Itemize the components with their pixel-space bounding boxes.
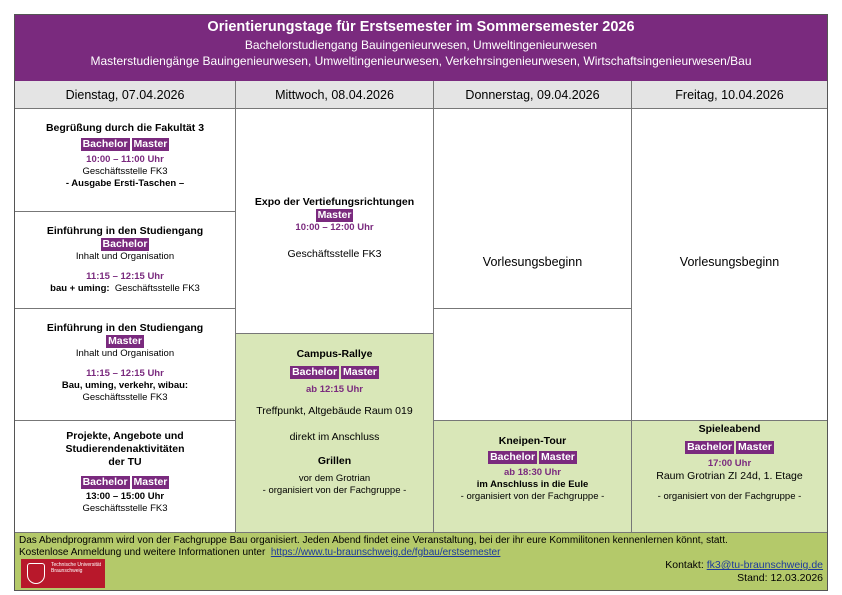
event-title: Begrüßung durch die Fakultät 3: [45, 122, 205, 134]
event-place-grillen: vor dem Grotrian: [298, 473, 371, 484]
event-time: ab 18:30 Uhr: [503, 467, 562, 478]
event-time: 11:15 – 12:15 Uhr: [86, 368, 164, 379]
event-place: Geschäftsstelle FK3: [82, 166, 168, 177]
tu-braunschweig-logo: [21, 559, 105, 588]
event-title-grillen: Grillen: [317, 455, 352, 467]
vorlesungsbeginn-thursday: [434, 109, 632, 309]
event-title: Kneipen-Tour: [498, 435, 567, 447]
event-organizer: - organisiert von der Fachgruppe -: [657, 491, 802, 502]
event-title: Expo der Vertiefungsrichtungen: [254, 196, 415, 208]
event-time: 11:15 – 12:15 Uhr: [86, 271, 164, 282]
registration-link[interactable]: https://www.tu-braunschweig.de/fgbau/erstsemester: [270, 547, 501, 558]
event-place-group: Bau, uming, verkehr, wibau:: [61, 380, 189, 391]
program-tags: [236, 209, 433, 222]
event-organizer: - organisiert von der Fachgruppe -: [460, 491, 605, 502]
footer-info: [19, 535, 824, 559]
event-begruessung: [15, 109, 236, 212]
day-header-tuesday: Dienstag, 07.04.2026: [15, 81, 236, 109]
day-header-wednesday: Mittwoch, 08.04.2026: [236, 81, 434, 109]
tag-bachelor: Bachelor: [687, 441, 733, 453]
event-title-line1: Projekte, Angebote und: [66, 430, 184, 442]
event-note: - Ausgabe Ersti-Taschen –: [65, 178, 185, 189]
vorlesungsbeginn-friday: [632, 109, 827, 421]
event-place: Treffpunkt, Altgebäude Raum 019: [256, 405, 413, 417]
program-tags: [434, 451, 631, 464]
event-title: Einführung in den Studiengang: [46, 225, 204, 237]
footer: [15, 533, 827, 590]
event-subtitle: Inhalt und Organisation: [75, 251, 175, 262]
event-place: Raum Grotrian ZI 24d, 1. Etage: [656, 470, 803, 482]
event-place: Geschäftsstelle FK3: [287, 248, 382, 260]
tag-master: Master: [133, 138, 168, 150]
event-after: direkt im Anschluss: [289, 431, 380, 443]
event-title-line2: Studierendenaktivitäten: [65, 443, 185, 455]
event-place: im Anschluss in die Eule: [476, 479, 589, 490]
contact-line: Kontakt: fk3@tu-braunschweig.de: [665, 559, 823, 571]
event-organizer: - organisiert von der Fachgruppe -: [262, 485, 407, 496]
tag-bachelor: Bachelor: [292, 366, 338, 378]
program-tags: [236, 366, 433, 379]
tag-master: Master: [108, 335, 142, 347]
tag-master: Master: [317, 209, 352, 221]
tag-master: Master: [133, 476, 168, 488]
program-tags: [15, 238, 235, 251]
event-time: ab 12:15 Uhr: [305, 384, 364, 395]
tag-bachelor: Bachelor: [490, 451, 536, 463]
tag-bachelor: Bachelor: [102, 238, 148, 250]
footer-text-2: Kostenlose Anmeldung und weitere Informationen unter https://www.tu-braunschweig.de/fgbau/erstsemester: [19, 547, 501, 558]
event-projekte: [15, 421, 236, 533]
day-header-thursday: Donnerstag, 09.04.2026: [434, 81, 632, 109]
event-title-line3: der TU: [108, 456, 142, 468]
lion-icon: [27, 563, 45, 584]
event-place: Geschäftsstelle FK3: [82, 503, 168, 514]
subtitle-bachelor: Bachelorstudiengang Bauingenieurwesen, Umweltingenieurwesen: [244, 38, 598, 52]
lecture-start-label: Vorlesungsbeginn: [679, 255, 780, 269]
event-einfuehrung-bachelor: [15, 212, 236, 309]
event-time: 17:00 Uhr: [707, 458, 752, 469]
lecture-start-label: Vorlesungsbeginn: [482, 255, 583, 269]
schedule-header: [15, 15, 827, 81]
contact-email-link[interactable]: fk3@tu-braunschweig.de: [706, 559, 823, 571]
page-title: Orientierungstage für Erstsemester im Sommersemester 2026: [207, 19, 635, 35]
event-time: 10:00 – 11:00 Uhr: [86, 154, 164, 165]
event-title: Einführung in den Studiengang: [46, 322, 204, 334]
tag-bachelor: Bachelor: [82, 138, 128, 150]
event-expo: [236, 109, 434, 334]
tag-master: Master: [541, 451, 575, 463]
day-header-friday: Freitag, 10.04.2026: [632, 81, 827, 109]
event-title: Spieleabend: [698, 423, 761, 435]
tag-master: Master: [343, 366, 377, 378]
event-time: 10:00 – 12:00 Uhr: [295, 222, 374, 233]
schedule-frame: [14, 14, 828, 591]
event-campus-rallye: [236, 334, 434, 533]
event-place: bau + uming: Geschäftsstelle FK3: [50, 283, 200, 294]
event-subtitle: Inhalt und Organisation: [75, 348, 175, 359]
tag-master: Master: [738, 441, 772, 453]
event-kneipen-tour: [434, 421, 632, 533]
event-spieleabend: [632, 421, 827, 533]
event-title: Campus-Rallye: [296, 348, 373, 360]
empty-thursday-cell: [434, 309, 632, 421]
program-tags: [15, 138, 235, 151]
footer-contact: [665, 559, 823, 585]
logo-text: Technische Universität Braunschweig: [51, 562, 102, 574]
program-tags: [15, 476, 235, 489]
program-tags: [15, 335, 235, 348]
event-place: Geschäftsstelle FK3: [82, 392, 168, 403]
event-einfuehrung-master: [15, 309, 236, 421]
program-tags: [632, 441, 827, 454]
stand-date: Stand: 12.03.2026: [737, 572, 823, 584]
event-time: 13:00 – 15:00 Uhr: [85, 491, 165, 502]
footer-text-1: Das Abendprogramm wird von der Fachgruppe Bau organisiert. Jeden Abend findet eine Veranstaltung, bei der ihr eure Kommilitonen kennenlernen könnt, statt.: [19, 535, 728, 546]
subtitle-master: Masterstudiengänge Bauingenieurwesen, Umweltingenieurwesen, Verkehrsingenieurwesen, Wirtschaftsingenieurwesen/Bau: [90, 54, 752, 68]
tag-bachelor: Bachelor: [82, 476, 128, 488]
